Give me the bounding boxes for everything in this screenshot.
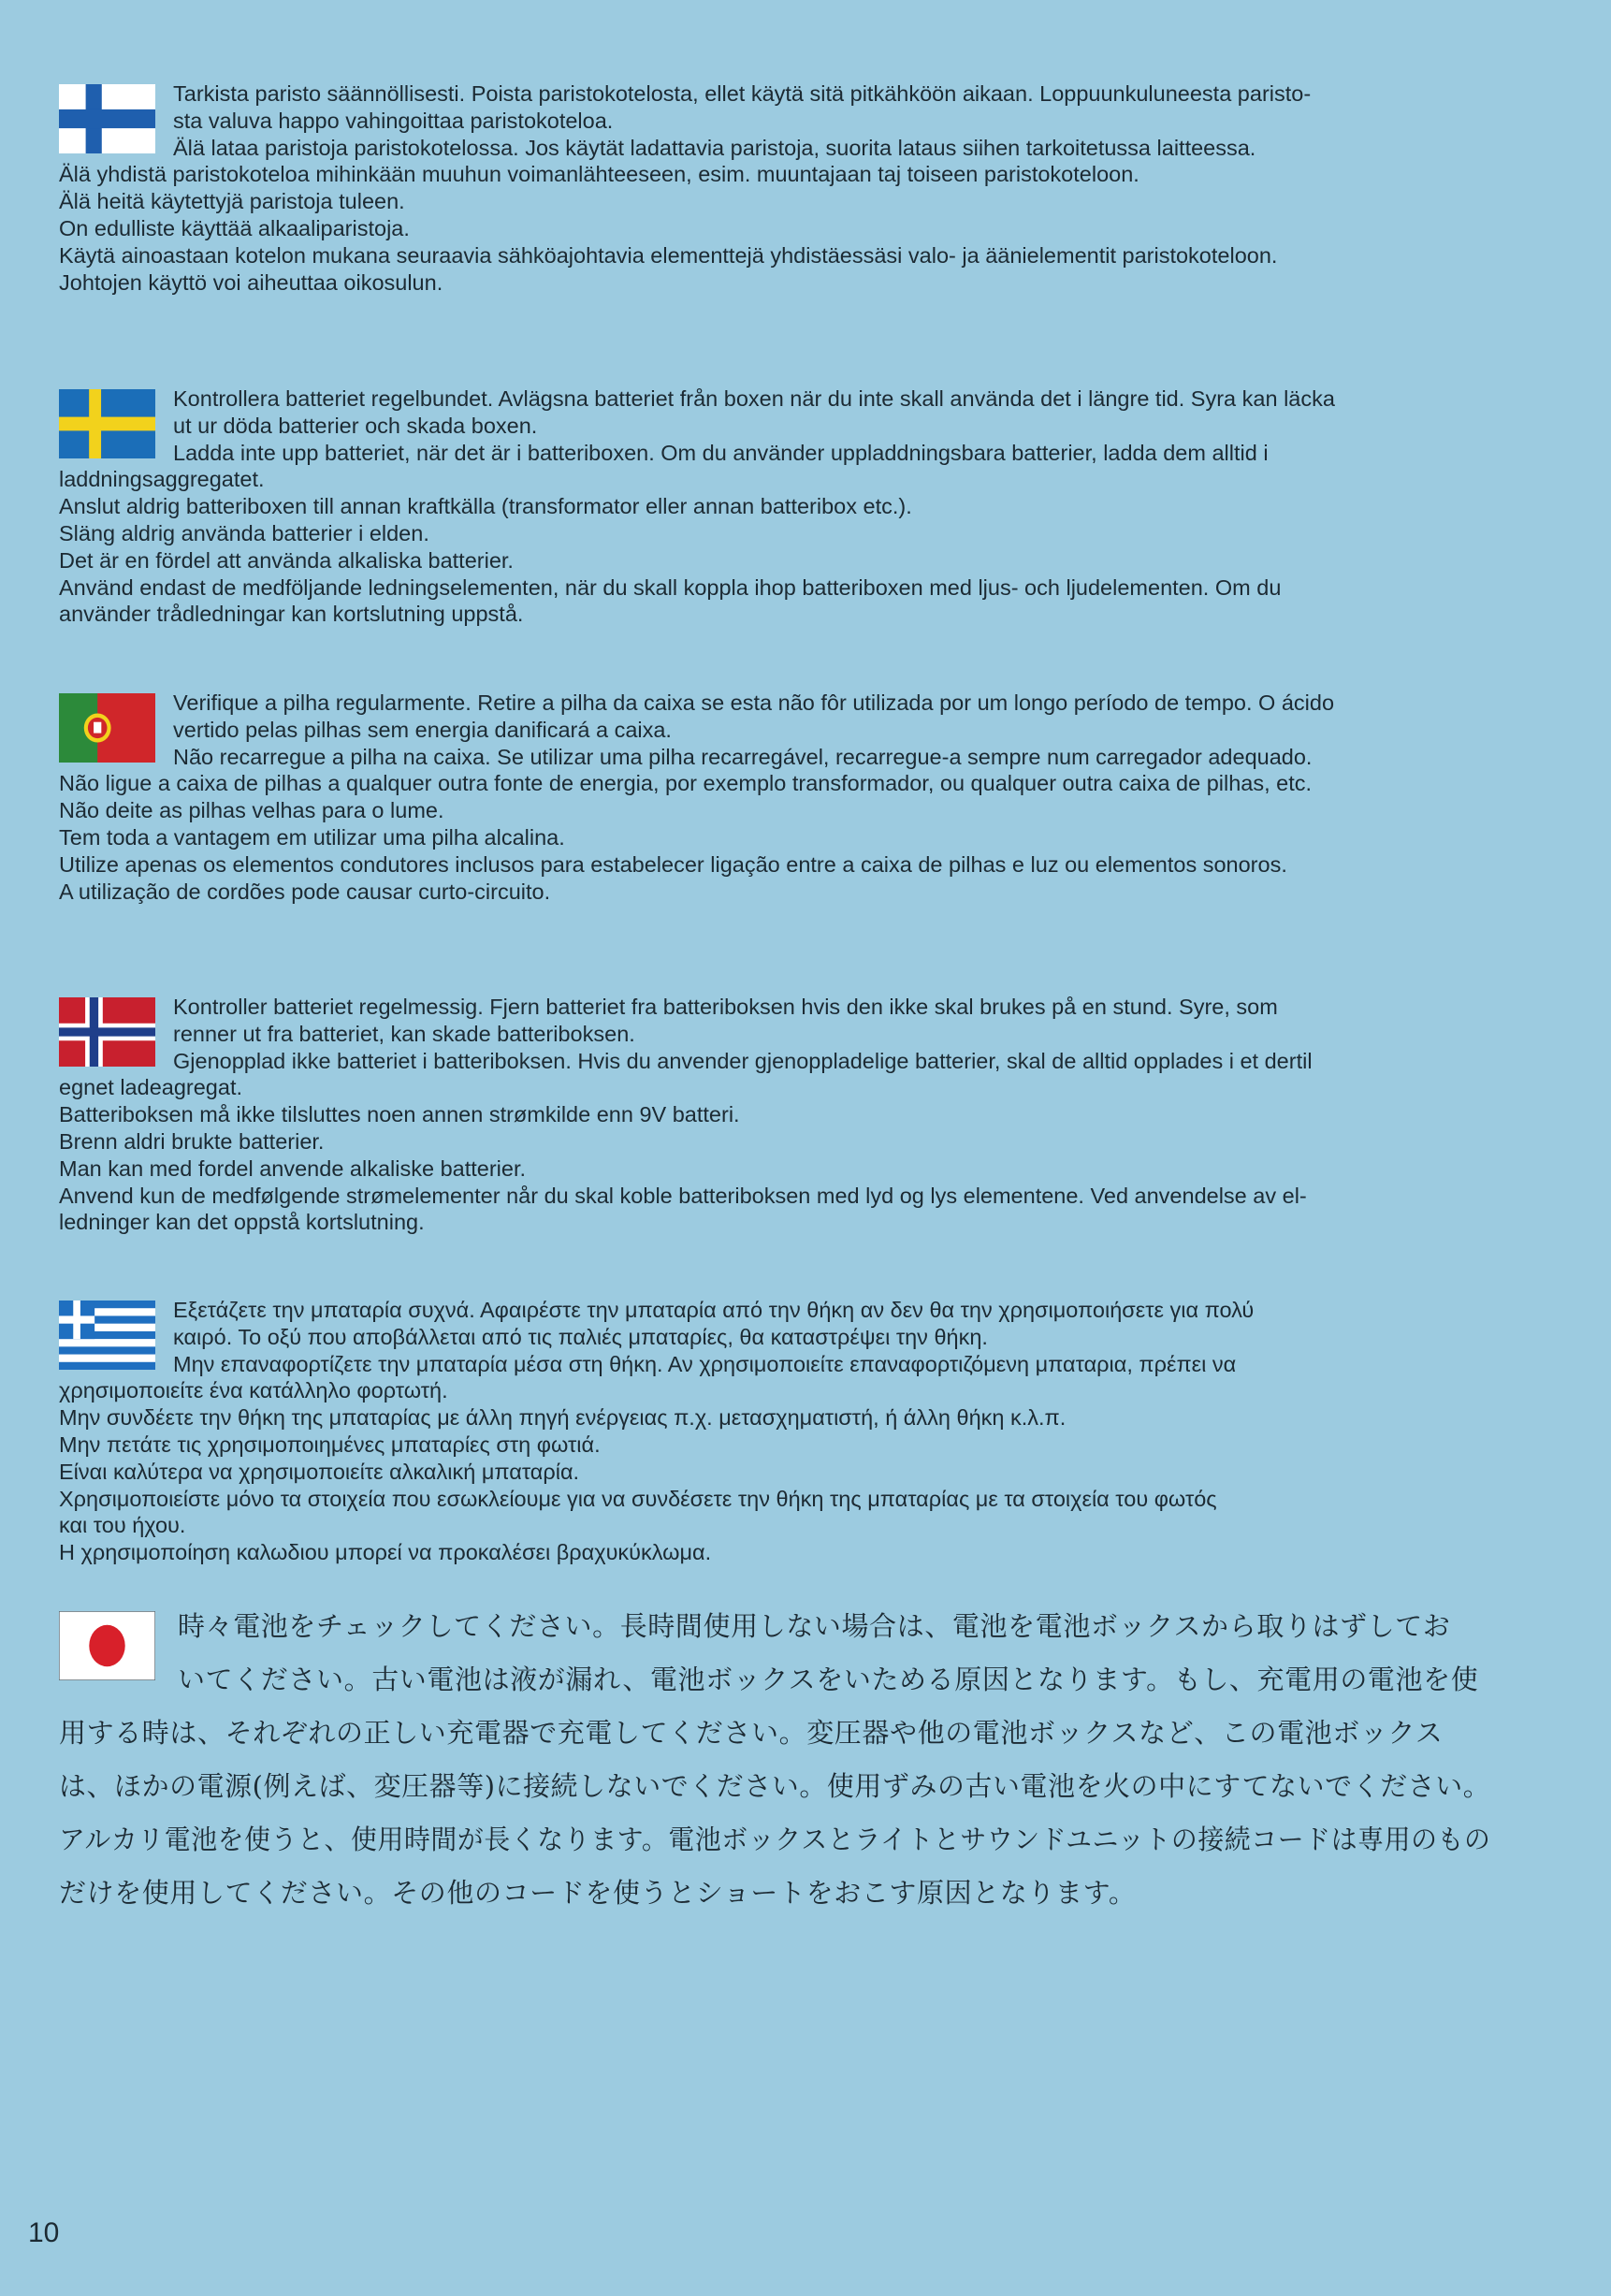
text-line: Utilize apenas os elementos condutores inclusos para estabelecer ligação entre a caixa de pilhas e luz ou elementos sonoros. (59, 851, 1287, 877)
text-line: laddningsaggregatet. (59, 467, 265, 492)
text-line: renner ut fra batteriet, kan skade batteriboksen. (173, 1021, 635, 1046)
page-number: 10 (28, 2217, 60, 2248)
text-line: egnet ladeagregat. (59, 1075, 242, 1100)
section-swedish (59, 385, 1490, 628)
text-line: 時々電池をチェックしてください。長時間使用しない場合は、電池を電池ボックスから取りはずしてお (178, 1610, 1451, 1642)
text-line: Não deite as pilhas velhas para o lume. (59, 798, 444, 823)
text-line: Tem toda a vantagem em utilizar uma pilha alcalina. (59, 824, 565, 850)
text-line: Μην συνδέετε την θήκη της μπαταρίας με άλλη πηγή ενέργειας π.χ. μετασχηματιστή, ή άλλη θήκη κ.λ.π. (59, 1405, 1067, 1431)
text-line: Använd endast de medföljande ledningselementen, när du skall koppla ihop batteriboxen med ljus- och ljudelementen. Om du (59, 574, 1282, 600)
text-line: Det är en fördel att använda alkaliska batterier. (59, 547, 514, 573)
text-line: Não ligue a caixa de pilhas a qualquer outra fonte de energia, por exemplo transformador, ou qualquer outra caixa de pilhas, etc. (59, 771, 1313, 796)
text-line: Johtojen käyttö voi aiheuttaa oikosulun. (59, 269, 443, 295)
text-line: ut ur döda batterier och skada boxen. (173, 413, 538, 438)
text-line: sta valuva happo vahingoittaa paristokoteloa. (173, 108, 614, 133)
text-line: Εξετάζετε την μπαταρία συχνά. Αφαιρέστε την μπαταρία από την θήκη αν δεν θα την χρησιμοποιήσετε για πολύ (173, 1298, 1255, 1322)
text-line: Släng aldrig använda batterier i elden. (59, 520, 429, 545)
text-line: Ladda inte upp batteriet, när det är i batteriboxen. Om du använder uppladdningsbara batterier, ladda dem alltid i (173, 440, 1269, 465)
text-line: Käytä ainoastaan kotelon mukana seuraavia sähköajohtavia elementtejä yhdistäessäsi valo- ja äänielementit paristokoteloon. (59, 242, 1278, 268)
text-line: ledninger kan det oppstå kortslutning. (59, 1210, 425, 1235)
text-line: Χρησιμοποιείστε μόνο τα στοιχεία που εσωκλείουμε για να συνδέσετε την θήκη της μπαταρίας με τα στοιχεία του φωτός (59, 1486, 1217, 1511)
text-line: Älä yhdistä paristokoteloa mihinkään muuhun voimanlähteeseen, esim. muuntajaan taj toiseen paristokoteloon. (59, 162, 1139, 187)
section-norwegian (59, 994, 1490, 1236)
text-line: A utilização de cordões pode causar curto-circuito. (59, 879, 551, 904)
text-line: Gjenopplad ikke batteriet i batteriboksen. Hvis du anvender gjenoppladelige batterier, skal de alltid opplades i et dertil (173, 1048, 1313, 1073)
text-line: Η χρησιμοποίηση καλωδιου μπορεί να προκαλέσει βραχυκύκλωμα. (59, 1540, 712, 1565)
text-line: Kontrollera batteriet regelbundet. Avlägsna batteriet från boxen när du inte skall använda det i längre tid. Syra kan läcka (173, 386, 1335, 411)
text-line: 用する時は、それぞれの正しい充電器で充電してください。変圧器や他の電池ボックスなど、この電池ボックス (59, 1717, 1444, 1749)
text-line: Anslut aldrig batteriboxen till annan kraftkälla (transformator eller annan batteribox etc.). (59, 494, 912, 519)
text-line: använder trådledningar kan kortslutning uppstå. (59, 602, 524, 627)
section-portuguese (59, 690, 1490, 905)
text-line: καιρό. Το οξύ που αποβάλλεται από τις παλιές μπαταρίες, θα καταστρέψει την θήκη. (173, 1324, 988, 1349)
section-japanese (59, 1600, 1490, 1920)
section-greek (59, 1297, 1490, 1566)
text-line: Είναι καλύτερα να χρησιμοποιείτε αλκαλική μπαταρία. (59, 1459, 580, 1484)
text-line: Verifique a pilha regularmente. Retire a pilha da caixa se esta não fôr utilizada por um longo período de tempo. O ácido (173, 690, 1335, 715)
text-line: vertido pelas pilhas sem energia danificará a caixa. (173, 717, 672, 742)
text-line: いてください。古い電池は液が漏れ、電池ボックスをいためる原因となります。もし、充電用の電池を使 (178, 1664, 1479, 1695)
text-line: On edulliste käyttää alkaaliparistoja. (59, 215, 410, 240)
text-line: Älä lataa paristoja paristokotelossa. Jos käytät ladattavia paristoja, suorita lataus siihen tarkoitetussa laitteessa. (173, 135, 1256, 160)
text-line: Batteriboksen må ikke tilsluttes noen annen strømkilde enn 9V batteri. (59, 1102, 740, 1127)
section-finnish (59, 80, 1490, 296)
text-line: アルカリ電池を使うと、使用時間が長くなります。電池ボックスとライトとサウンドユニットの接続コードは専用のもの (59, 1824, 1491, 1855)
text-line: Kontroller batteriet regelmessig. Fjern batteriet fra batteriboksen hvis den ikke skal brukes på en stund. Syre, som (173, 995, 1278, 1019)
text-line: και του ήχου. (59, 1513, 186, 1538)
text-line: Anvend kun de medfølgende strømelementer når du skal koble batteriboksen med lyd og lys elementene. Ved anvendelse av el- (59, 1183, 1307, 1208)
text-line: Älä heitä käytettyjä paristoja tuleen. (59, 189, 405, 214)
text-line: Μην πετάτε τις χρησιμοποιημένες μπαταρίες στη φωτιά. (59, 1431, 601, 1457)
text-line: χρησιμοποιείτε ένα κατάλληλο φορτωτή. (59, 1378, 448, 1403)
text-line: だけを使用してください。その他のコードを使うとショートをおこす原因となります。 (59, 1877, 1137, 1909)
text-line: Brenn aldri brukte batterier. (59, 1128, 325, 1154)
text-line: Man kan med fordel anvende alkaliske batterier. (59, 1155, 527, 1181)
text-line: Μην επαναφορτίζετε την μπαταρία μέσα στη θήκη. Αν χρησιμοποιείτε επαναφορτιζόμενη μπαταρια, πρέπει να (173, 1351, 1237, 1376)
text-line: は、ほかの電源(例えば、変圧器等)に接続しないでください。使用ずみの古い電池を火の中にすてないでください。 (59, 1770, 1491, 1802)
text-line: Tarkista paristo säännöllisesti. Poista paristokotelosta, ellet käytä sitä pitkähköön aikaan. Loppuunkuluneesta paristo- (173, 81, 1312, 106)
text-line: Não recarregue a pilha na caixa. Se utilizar uma pilha recarregável, recarregue-a sempre num carregador adequado. (173, 744, 1313, 769)
